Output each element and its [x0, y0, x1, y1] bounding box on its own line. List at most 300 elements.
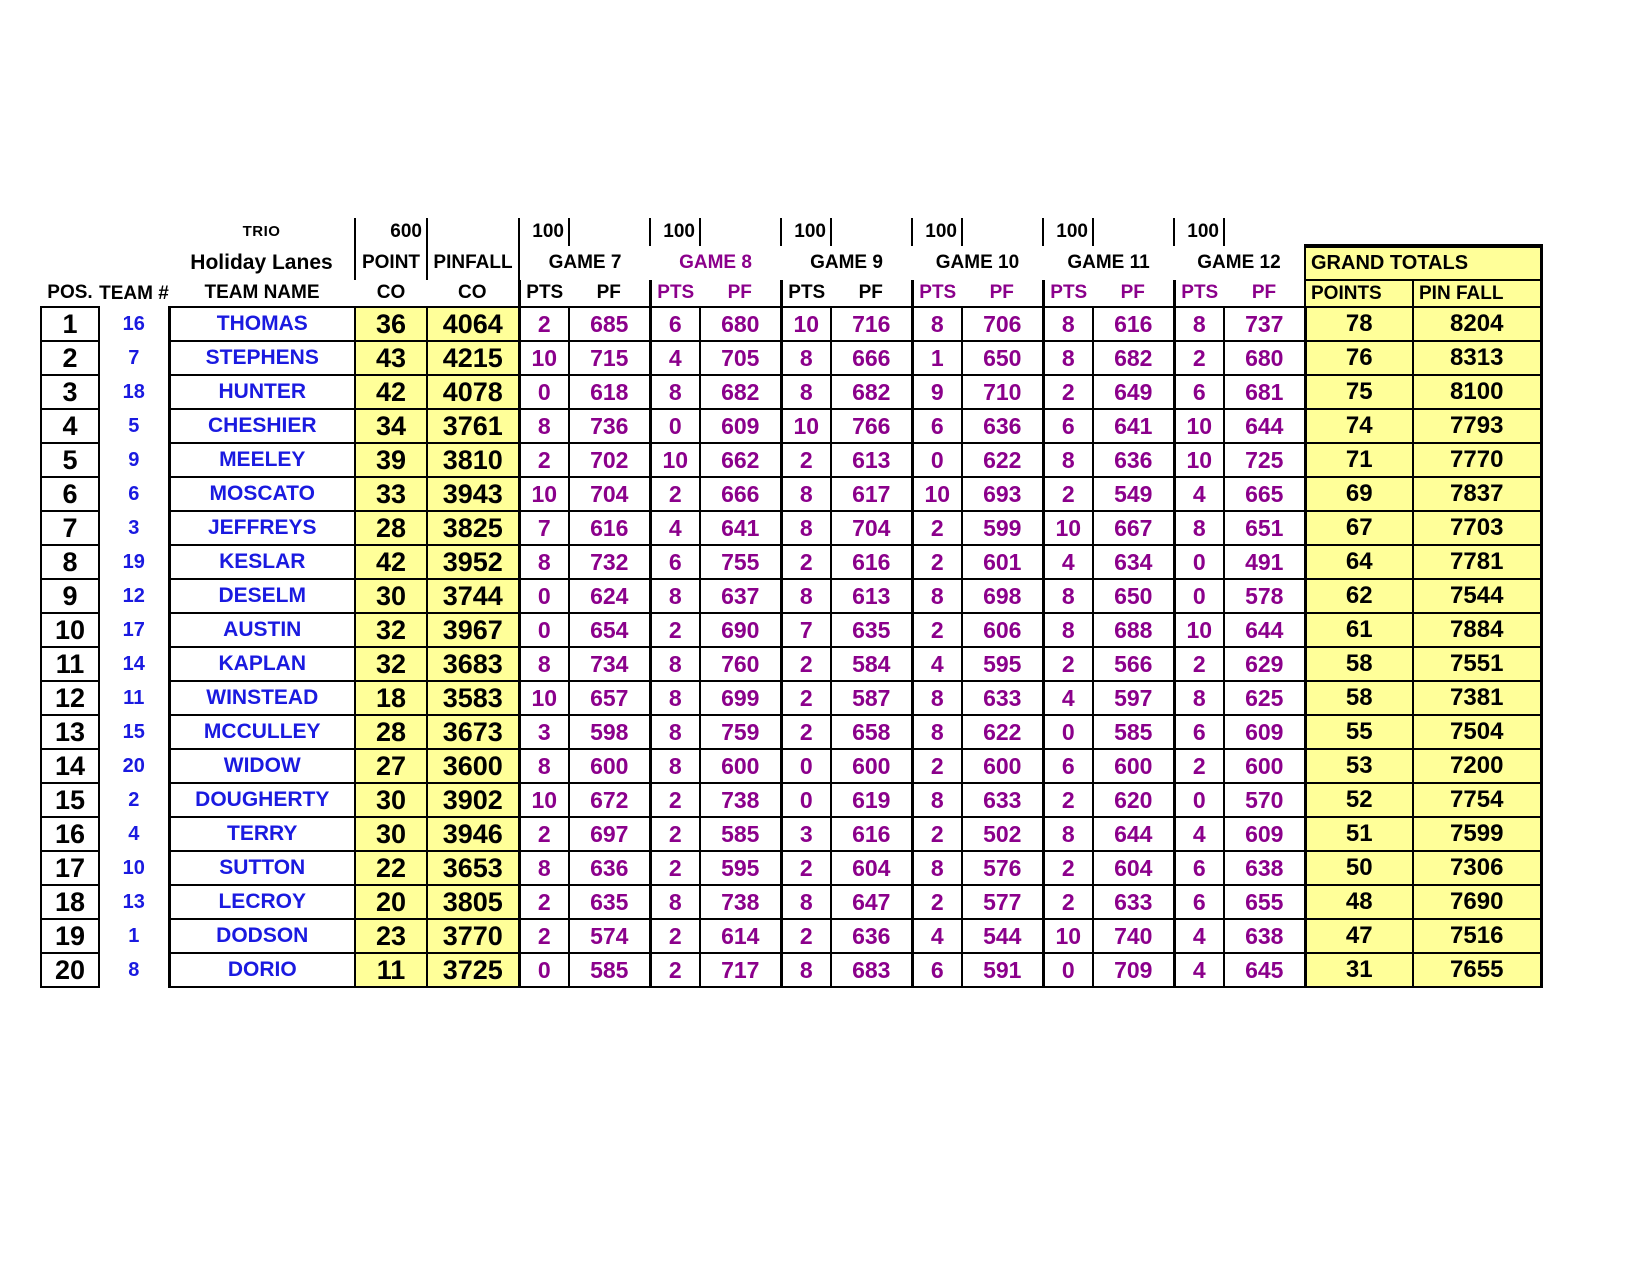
game7-pf-label: PF: [596, 282, 621, 304]
team-number-column-label: TEAM #: [99, 282, 169, 304]
spacer: [831, 218, 912, 246]
game11-pf-cell: 549: [1093, 477, 1174, 511]
game11-pts-cell: 10: [1043, 919, 1093, 953]
co-pinfall-cell: 3825: [427, 511, 519, 545]
game7-pts-cell: 8: [519, 545, 569, 579]
co-points-cap-label: 600: [355, 218, 427, 246]
co-pinfall-cell: 3761: [427, 409, 519, 443]
co-points-cell: 42: [355, 545, 427, 579]
grand-points-cell: 76: [1305, 341, 1413, 375]
co-pinfall-cell: 3967: [427, 613, 519, 647]
game10-pf-cell: 710: [962, 375, 1043, 409]
grand-points-cell: 62: [1305, 579, 1413, 613]
grand-pinfall-cell: 7781: [1413, 545, 1541, 579]
co-points-cell: 33: [355, 477, 427, 511]
game12-pts-cell: 6: [1174, 851, 1224, 885]
game7-pf-cell: 704: [569, 477, 650, 511]
co-pinfall-cell: 4215: [427, 341, 519, 375]
game12-pts-cell: 6: [1174, 375, 1224, 409]
game7-pts-cell: 8: [519, 749, 569, 783]
game9-pts-cell: 2: [781, 681, 831, 715]
co-pinfall-cell: 3673: [427, 715, 519, 749]
game12-pts-cell: 8: [1174, 511, 1224, 545]
game7-pf-cell: 618: [569, 375, 650, 409]
game11-pf-cell: 600: [1093, 749, 1174, 783]
game8-pf-cell: 595: [700, 851, 781, 885]
game10-pts-cell: 8: [912, 851, 962, 885]
game7-pts-cell: 10: [519, 783, 569, 817]
game8-pf-label: PF: [727, 282, 752, 304]
grand-pinfall-cell: 7544: [1413, 579, 1541, 613]
game10-pts-cell: 8: [912, 579, 962, 613]
game11-pts-cell: 6: [1043, 749, 1093, 783]
game8-pts-cell: 2: [650, 477, 700, 511]
game11-pts-cell: 4: [1043, 681, 1093, 715]
game8-pf-cell: 680: [700, 307, 781, 341]
game7-pf-cell: 624: [569, 579, 650, 613]
grand-points-cell: 71: [1305, 443, 1413, 477]
game9-pts-cell: 2: [781, 647, 831, 681]
team-name-cell: THOMAS: [169, 307, 355, 341]
game8-pf-cell: 614: [700, 919, 781, 953]
co-pinfall-cell: 3744: [427, 579, 519, 613]
team-number-cell: 14: [122, 652, 145, 675]
game7-pts-cell: 0: [519, 579, 569, 613]
game10-pts-cell: 4: [912, 647, 962, 681]
game8-pts-cell: 2: [650, 817, 700, 851]
team-name-cell: DESELM: [169, 579, 355, 613]
co-points-cell: 43: [355, 341, 427, 375]
co-pinfall-column-label: CO: [458, 282, 487, 304]
grand-pinfall-cell: 7703: [1413, 511, 1541, 545]
game9-pts-cell: 0: [781, 783, 831, 817]
game11-pts-cell: 10: [1043, 511, 1093, 545]
game11-pts-cell: 8: [1043, 613, 1093, 647]
team-row: [41, 715, 1541, 749]
game8-pf-cell: 666: [700, 477, 781, 511]
co-points-cell: 39: [355, 443, 427, 477]
game9-pts-cell: 8: [781, 885, 831, 919]
game12-pf-cell: 578: [1224, 579, 1305, 613]
co-pinfall-cell: 3725: [427, 953, 519, 987]
game9-pf-cell: 647: [831, 885, 912, 919]
game7-pts-cell: 2: [519, 919, 569, 953]
position-cell: 6: [41, 477, 99, 511]
co-pinfall-cell: 3902: [427, 783, 519, 817]
game9-pf-cell: 683: [831, 953, 912, 987]
game8-pf-cell: 699: [700, 681, 781, 715]
team-name-cell: AUSTIN: [169, 613, 355, 647]
grand-totals-label: GRAND TOTALS: [1305, 246, 1541, 280]
game11-cap-label: 100: [1043, 218, 1093, 246]
game7-label: GAME 7: [548, 252, 622, 274]
league-type-label: TRIO: [242, 223, 281, 241]
grand-pinfall-cell: 7837: [1413, 477, 1541, 511]
team-number-cell: 1: [128, 924, 140, 947]
game7-pf-cell: 574: [569, 919, 650, 953]
grand-points-cell: 67: [1305, 511, 1413, 545]
header-row-columns: [41, 280, 1541, 307]
game10-pts-label: PTS: [912, 280, 962, 307]
spacer: [962, 218, 1043, 246]
game7-pts-cell: 0: [519, 375, 569, 409]
team-row: [41, 545, 1541, 579]
position-cell: 2: [41, 341, 99, 375]
position-cell: 20: [41, 953, 99, 987]
team-name-cell: STEPHENS: [169, 341, 355, 375]
team-row: [41, 919, 1541, 953]
game12-pf-cell: 600: [1224, 749, 1305, 783]
team-number-cell: 12: [122, 584, 145, 607]
game12-pf-cell: 655: [1224, 885, 1305, 919]
co-pinfall-cell: 4064: [427, 307, 519, 341]
game9-pts-cell: 10: [781, 307, 831, 341]
co-points-column-label: CO: [376, 282, 406, 304]
co-pinfall-label: PINFALL: [427, 246, 519, 280]
game12-pf-cell: 645: [1224, 953, 1305, 987]
grand-pinfall-cell: 7655: [1413, 953, 1541, 987]
game11-pf-cell: 585: [1093, 715, 1174, 749]
game12-pts-label: PTS: [1174, 280, 1224, 307]
game11-pf-cell: 604: [1093, 851, 1174, 885]
game12-pf-cell: 737: [1224, 307, 1305, 341]
game7-pf-cell: 672: [569, 783, 650, 817]
grand-pinfall-cell: 7200: [1413, 749, 1541, 783]
team-name-cell: KESLAR: [169, 545, 355, 579]
co-points-cell: 30: [355, 783, 427, 817]
game12-pts-cell: 4: [1174, 477, 1224, 511]
game12-pts-cell: 4: [1174, 919, 1224, 953]
co-pinfall-cell: 3600: [427, 749, 519, 783]
game8-pf-cell: 585: [700, 817, 781, 851]
game9-pts-cell: 8: [781, 579, 831, 613]
game8-pts-cell: 0: [650, 409, 700, 443]
position-cell: 4: [41, 409, 99, 443]
co-pinfall-cell: 3810: [427, 443, 519, 477]
position-cell: 3: [41, 375, 99, 409]
game12-pf-cell: 638: [1224, 851, 1305, 885]
pos-column-label: POS.: [47, 282, 93, 304]
game8-pf-cell: 717: [700, 953, 781, 987]
co-points-cell: 22: [355, 851, 427, 885]
game12-pts-cell: 2: [1174, 341, 1224, 375]
game12-pts-cell: 0: [1174, 579, 1224, 613]
game7-pts-cell: 10: [519, 341, 569, 375]
game9-pf-cell: 587: [831, 681, 912, 715]
game11-pts-cell: 2: [1043, 885, 1093, 919]
position-cell: 5: [41, 443, 99, 477]
grand-points-cell: 64: [1305, 545, 1413, 579]
co-points-cell: 27: [355, 749, 427, 783]
game10-pf-cell: 600: [962, 749, 1043, 783]
spacer: [41, 246, 99, 280]
position-cell: 12: [41, 681, 99, 715]
standings-table: [40, 218, 1543, 988]
team-number-cell: 3: [128, 516, 140, 539]
grand-pinfall-cell: 7381: [1413, 681, 1541, 715]
grand-pinfall-column-label: PIN FALL: [1413, 280, 1541, 307]
game7-pf-cell: 600: [569, 749, 650, 783]
game12-pf-cell: 625: [1224, 681, 1305, 715]
game9-pts-cell: 2: [781, 545, 831, 579]
game11-pts-cell: 6: [1043, 409, 1093, 443]
game9-cap-label: 100: [781, 218, 831, 246]
game9-pts-label: PTS: [781, 280, 831, 307]
co-points-cell: 36: [355, 307, 427, 341]
game9-pf-cell: 613: [831, 443, 912, 477]
spacer: [569, 218, 650, 246]
game11-pts-cell: 8: [1043, 443, 1093, 477]
game11-pts-cell: 2: [1043, 647, 1093, 681]
game9-pf-cell: 682: [831, 375, 912, 409]
game11-pf-cell: 634: [1093, 545, 1174, 579]
grand-points-cell: 51: [1305, 817, 1413, 851]
game8-pf-cell: 738: [700, 885, 781, 919]
grand-points-cell: 50: [1305, 851, 1413, 885]
co-points-cell: 30: [355, 579, 427, 613]
spacer: [1224, 218, 1305, 246]
game9-pts-cell: 8: [781, 375, 831, 409]
co-pinfall-cell: 3583: [427, 681, 519, 715]
game12-pf-cell: 644: [1224, 409, 1305, 443]
team-name-cell: TERRY: [169, 817, 355, 851]
game8-pts-label: PTS: [650, 280, 700, 307]
co-pinfall-cell: 3946: [427, 817, 519, 851]
grand-points-column-label: POINTS: [1305, 280, 1413, 307]
game12-pf-cell: 638: [1224, 919, 1305, 953]
position-cell: 15: [41, 783, 99, 817]
team-row: [41, 511, 1541, 545]
team-number-cell: 11: [123, 686, 145, 709]
game12-pts-cell: 2: [1174, 749, 1224, 783]
grand-points-cell: 53: [1305, 749, 1413, 783]
game11-pf-cell: 644: [1093, 817, 1174, 851]
standings-body: [41, 307, 1541, 987]
game9-pts-cell: 10: [781, 409, 831, 443]
game11-pf-cell: 650: [1093, 579, 1174, 613]
game11-label: GAME 11: [1067, 252, 1150, 274]
game8-pts-cell: 2: [650, 953, 700, 987]
team-name-cell: MEELEY: [169, 443, 355, 477]
game11-pf-label: PF: [1120, 282, 1145, 304]
grand-pinfall-cell: 7884: [1413, 613, 1541, 647]
team-name-cell: LECROY: [169, 885, 355, 919]
game7-pts-cell: 0: [519, 613, 569, 647]
game10-pf-cell: 706: [962, 307, 1043, 341]
game8-pts-cell: 8: [650, 375, 700, 409]
game11-pf-cell: 566: [1093, 647, 1174, 681]
team-number-cell: 19: [122, 550, 145, 573]
game9-pf-cell: 617: [831, 477, 912, 511]
team-number-cell: 20: [122, 754, 145, 777]
game10-pf-cell: 636: [962, 409, 1043, 443]
co-pinfall-cell: 3943: [427, 477, 519, 511]
team-name-cell: CHESHIER: [169, 409, 355, 443]
position-cell: 10: [41, 613, 99, 647]
game8-cap-label: 100: [650, 218, 700, 246]
game12-pf-cell: 680: [1224, 341, 1305, 375]
game11-pts-cell: 0: [1043, 953, 1093, 987]
game9-pts-cell: 8: [781, 477, 831, 511]
game11-pts-cell: 2: [1043, 783, 1093, 817]
header-row-titles: [41, 246, 1541, 280]
grand-points-cell: 61: [1305, 613, 1413, 647]
game8-pts-cell: 8: [650, 647, 700, 681]
team-name-cell: WINSTEAD: [169, 681, 355, 715]
co-points-cell: 32: [355, 647, 427, 681]
team-number-cell: 6: [128, 482, 140, 505]
game10-pf-cell: 622: [962, 443, 1043, 477]
position-cell: 18: [41, 885, 99, 919]
game11-pts-cell: 4: [1043, 545, 1093, 579]
game10-pf-cell: 633: [962, 681, 1043, 715]
team-row: [41, 647, 1541, 681]
game8-pf-cell: 641: [700, 511, 781, 545]
header-row-top: [41, 218, 1541, 246]
game11-pts-cell: 8: [1043, 817, 1093, 851]
game7-pf-cell: 636: [569, 851, 650, 885]
team-row: [41, 341, 1541, 375]
game10-pts-cell: 8: [912, 307, 962, 341]
game12-pts-cell: 8: [1174, 307, 1224, 341]
game9-pts-cell: 8: [781, 953, 831, 987]
team-name-cell: SUTTON: [169, 851, 355, 885]
game9-pts-cell: 8: [781, 511, 831, 545]
team-number-cell: 16: [122, 312, 145, 335]
game12-pf-cell: 491: [1224, 545, 1305, 579]
game7-pts-cell: 0: [519, 953, 569, 987]
team-number-cell: 9: [128, 448, 140, 471]
game9-pts-cell: 2: [781, 715, 831, 749]
spacer: [99, 246, 169, 280]
game7-pts-cell: 3: [519, 715, 569, 749]
team-number-cell: 2: [128, 788, 140, 811]
game7-pts-cell: 2: [519, 307, 569, 341]
game7-pf-cell: 685: [569, 307, 650, 341]
game8-pf-cell: 705: [700, 341, 781, 375]
game11-pts-cell: 8: [1043, 307, 1093, 341]
team-row: [41, 375, 1541, 409]
game10-pf-cell: 591: [962, 953, 1043, 987]
game10-label: GAME 10: [935, 252, 1020, 274]
team-row: [41, 613, 1541, 647]
game10-pts-cell: 9: [912, 375, 962, 409]
game8-pts-cell: 8: [650, 579, 700, 613]
grand-pinfall-cell: 7551: [1413, 647, 1541, 681]
game11-pf-cell: 667: [1093, 511, 1174, 545]
game9-pf-cell: 616: [831, 545, 912, 579]
game7-pts-label: PTS: [519, 280, 569, 307]
spacer: [41, 218, 99, 246]
game9-pf-cell: 616: [831, 817, 912, 851]
game10-cap-label: 100: [912, 218, 962, 246]
grand-pinfall-cell: 7504: [1413, 715, 1541, 749]
game8-pf-cell: 662: [700, 443, 781, 477]
game10-pts-cell: 0: [912, 443, 962, 477]
team-number-cell: 18: [122, 380, 145, 403]
game11-pf-cell: 740: [1093, 919, 1174, 953]
co-points-label: POINT: [355, 246, 427, 280]
team-number-cell: 8: [128, 958, 140, 981]
team-name-cell: HUNTER: [169, 375, 355, 409]
game8-pts-cell: 6: [650, 307, 700, 341]
game8-pf-cell: 760: [700, 647, 781, 681]
game9-pf-cell: 666: [831, 341, 912, 375]
co-points-cell: 30: [355, 817, 427, 851]
game7-pts-cell: 10: [519, 477, 569, 511]
spacer: [99, 218, 169, 246]
team-row: [41, 851, 1541, 885]
game11-pf-cell: 597: [1093, 681, 1174, 715]
game9-label: GAME 9: [810, 252, 883, 274]
team-name-cell: DORIO: [169, 953, 355, 987]
game9-pf-cell: 636: [831, 919, 912, 953]
game7-pf-cell: 635: [569, 885, 650, 919]
game12-pf-cell: 570: [1224, 783, 1305, 817]
position-cell: 14: [41, 749, 99, 783]
team-name-cell: JEFFREYS: [169, 511, 355, 545]
team-number-cell: 13: [122, 890, 145, 913]
game10-pf-cell: 502: [962, 817, 1043, 851]
game10-pts-cell: 2: [912, 817, 962, 851]
game10-pf-cell: 601: [962, 545, 1043, 579]
game9-pts-cell: 0: [781, 749, 831, 783]
game9-pf-cell: 604: [831, 851, 912, 885]
game11-pf-cell: 649: [1093, 375, 1174, 409]
game7-pts-cell: 8: [519, 647, 569, 681]
game12-pts-cell: 10: [1174, 409, 1224, 443]
grand-points-cell: 58: [1305, 681, 1413, 715]
game8-label: GAME 8: [679, 252, 752, 274]
grand-pinfall-cell: 8100: [1413, 375, 1541, 409]
game12-pf-cell: 665: [1224, 477, 1305, 511]
game10-pf-cell: 633: [962, 783, 1043, 817]
game12-pf-cell: 725: [1224, 443, 1305, 477]
game7-pf-cell: 585: [569, 953, 650, 987]
spacer: [1093, 218, 1174, 246]
team-number-cell: 7: [128, 346, 140, 369]
team-name-cell: MOSCATO: [169, 477, 355, 511]
game8-pts-cell: 2: [650, 783, 700, 817]
game11-pf-cell: 633: [1093, 885, 1174, 919]
game12-pts-cell: 2: [1174, 647, 1224, 681]
game7-pts-cell: 8: [519, 409, 569, 443]
game12-pts-cell: 10: [1174, 613, 1224, 647]
co-pinfall-cell: 3952: [427, 545, 519, 579]
game10-pf-cell: 599: [962, 511, 1043, 545]
game11-pts-cell: 0: [1043, 715, 1093, 749]
game7-pf-cell: 697: [569, 817, 650, 851]
co-pinfall-cell: 4078: [427, 375, 519, 409]
co-pinfall-cell: 3683: [427, 647, 519, 681]
team-number-cell: 4: [128, 822, 140, 845]
team-name-cell: DOUGHERTY: [169, 783, 355, 817]
team-row: [41, 953, 1541, 987]
game12-label: GAME 12: [1197, 252, 1281, 274]
game10-pf-cell: 606: [962, 613, 1043, 647]
game11-pf-cell: 641: [1093, 409, 1174, 443]
game12-pts-cell: 4: [1174, 817, 1224, 851]
game12-pf-cell: 681: [1224, 375, 1305, 409]
game11-pf-cell: 709: [1093, 953, 1174, 987]
co-points-cell: 28: [355, 511, 427, 545]
game12-pts-cell: 6: [1174, 885, 1224, 919]
game11-pf-cell: 616: [1093, 307, 1174, 341]
game9-pts-cell: 8: [781, 341, 831, 375]
game12-cap-label: 100: [1174, 218, 1224, 246]
game11-pf-cell: 636: [1093, 443, 1174, 477]
game8-pts-cell: 8: [650, 681, 700, 715]
